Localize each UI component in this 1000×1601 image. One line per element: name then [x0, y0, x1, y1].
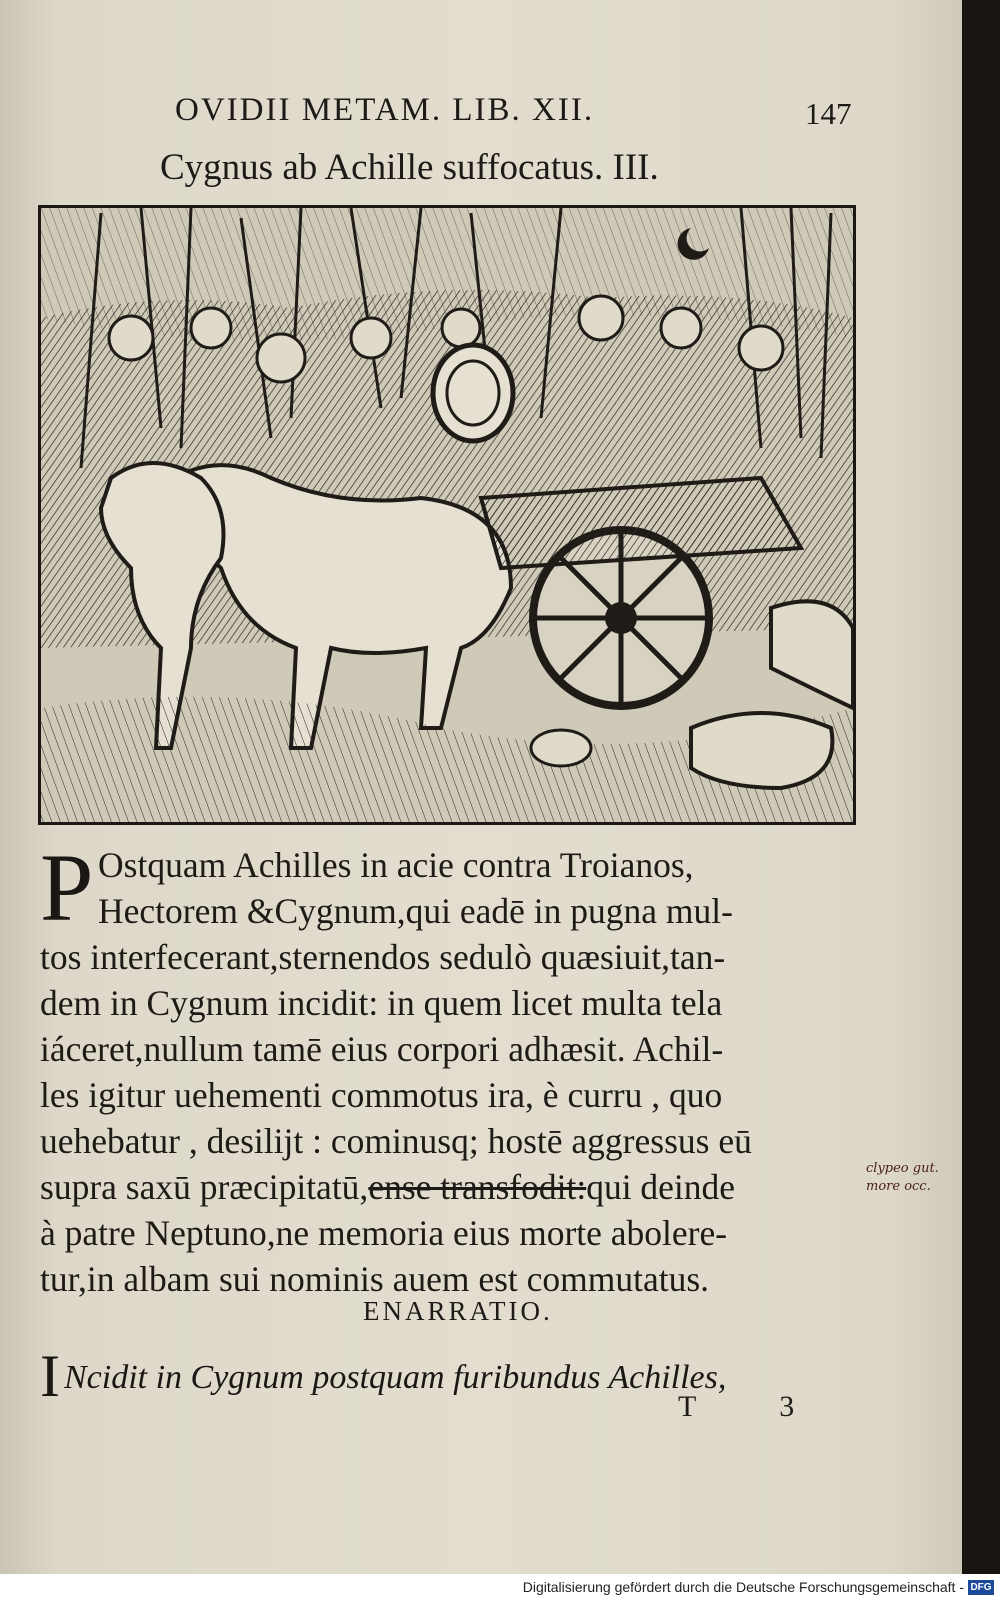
section-heading: ENARRATIO. [363, 1296, 553, 1326]
running-title: OVIDII METAM. LIB. XII. [175, 92, 595, 128]
struck-text: ense transfodit: [368, 1167, 587, 1207]
text-line [40, 1164, 860, 1210]
text-line: tur,in albam sui nominis auem est commutatus. [40, 1259, 710, 1299]
text-line: iáceret,nullum tamē eius corpori adhæsit. Achil- [40, 1029, 724, 1069]
text-line: Ostquam Achilles in acie contra Troianos, [98, 845, 694, 885]
page-number: 147 [805, 96, 852, 131]
text-line: dem in Cygnum incidit: in quem licet multa tela [40, 983, 723, 1023]
handwritten-margin-note: clypeo gut. more occ. [866, 1161, 939, 1194]
main-text [40, 834, 860, 1302]
text-line: tos interfecerant,sternendos sedulò quæsiuit,tan- [40, 937, 726, 977]
text-segment: supra saxū præcipitatū, [40, 1167, 369, 1207]
battle-scene-image [41, 208, 853, 822]
woodcut-illustration [38, 205, 856, 825]
digitization-credit: Digitalisierung gefördert durch die Deutsche Forschungsgemeinschaft - [0, 1574, 1000, 1601]
signature-mark: T 3 [678, 1390, 833, 1423]
text-line: à patre Neptuno,ne memoria eius morte abolere- [40, 1213, 728, 1253]
text-line: Hectorem &Cygnum,qui eadē in pugna mul- [98, 891, 733, 931]
commentary-text: Ncidit in Cygnum postquam furibundus Achilles, [63, 1359, 727, 1396]
commentary-initial: I [40, 1343, 60, 1409]
drop-cap: P [40, 834, 94, 941]
text-segment: qui deinde [586, 1167, 736, 1207]
text-line: uehebatur , desilijt : cominusq; hostē aggressus eū [40, 1121, 752, 1161]
chapter-title: Cygnus ab Achille suffocatus. III. [160, 147, 659, 188]
text-line: les igitur uehementi commotus ira, è curru , quo [40, 1075, 723, 1115]
commentary-line [40, 1342, 726, 1411]
dfg-logo: DFG [968, 1580, 994, 1595]
